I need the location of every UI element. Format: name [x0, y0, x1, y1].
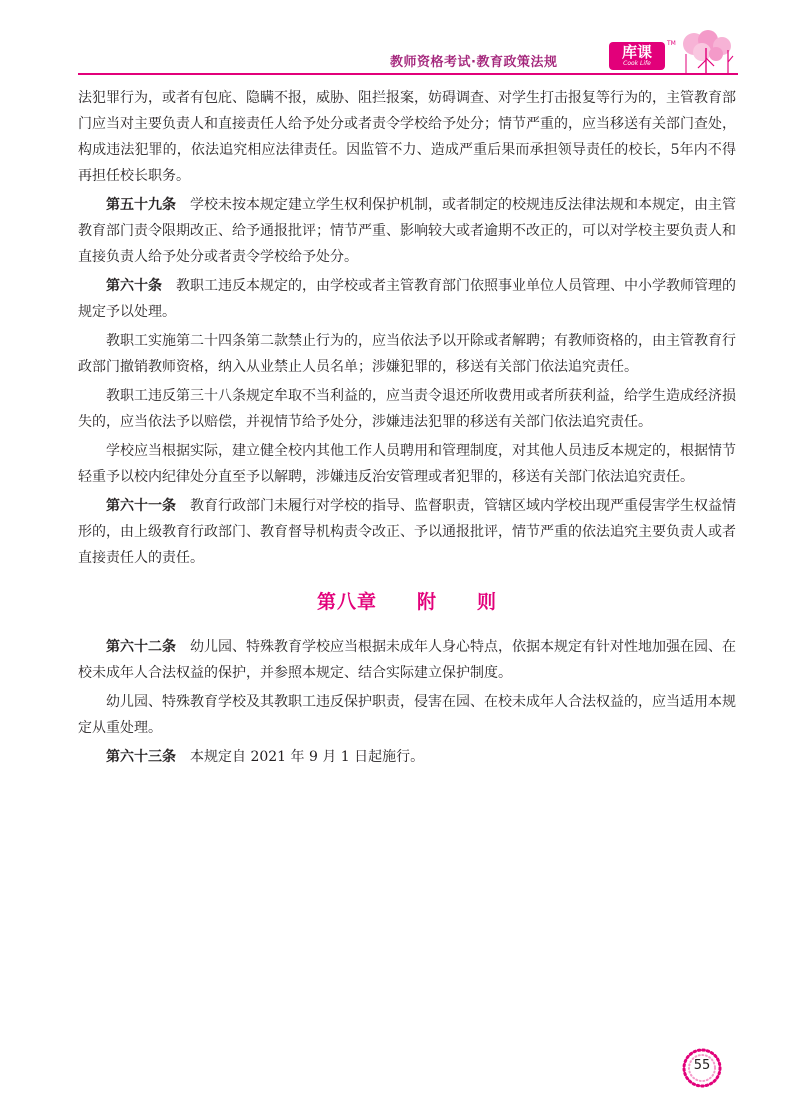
- page-header: [0, 0, 800, 80]
- header-divider: [78, 73, 738, 75]
- paragraph-continuation: [78, 85, 736, 189]
- brand-logo: [609, 42, 665, 70]
- paragraph-text: 幼儿园、特殊教育学校应当根据未成年人身心特点，依据本规定有针对性地加强在园、在校未成年人合法权益的保护，并参照本规定、结合实际建立保护制度。: [78, 639, 736, 681]
- article-60-clause-2: [78, 328, 736, 380]
- article-60-clause-3: [78, 383, 736, 435]
- article-label: 第六十三条: [106, 749, 176, 765]
- document-body: [78, 85, 736, 773]
- trademark-mark: TM: [667, 40, 676, 47]
- chapter-heading: 第八章 附 则: [316, 591, 497, 613]
- article-63: [78, 744, 736, 770]
- paragraph-text: 教职工实施第二十四条第二款禁止行为的，应当依法予以开除或者解聘；有教师资格的，由主管教育行政部门撤销教师资格，纳入从业禁止人员名单；涉嫌犯罪的，移送有关部门依法追究责任。: [78, 333, 736, 375]
- article-label: 第六十一条: [106, 498, 176, 514]
- paragraph-text: 幼儿园、特殊教育学校及其教职工违反保护职责，侵害在园、在校未成年人合法权益的，应当适用本规定从重处理。: [78, 694, 736, 736]
- paragraph-text: 本规定自 2021 年 9 月 1 日起施行。: [190, 749, 425, 765]
- paragraph-text: 教育行政部门未履行对学校的指导、监督职责，管辖区域内学校出现严重侵害学生权益情形的，由上级教育行政部门、教育督导机构责令改正、予以通报批评，情节严重的依法追究主要负责人或者直接责任人的责任。: [78, 498, 736, 566]
- article-label: 第六十二条: [106, 639, 176, 655]
- article-60-clause-4: [78, 438, 736, 490]
- paragraph-text: 学校应当根据实际，建立健全校内其他工作人员聘用和管理制度，对其他人员违反本规定的，根据情节轻重予以校内纪律处分直至予以解聘，涉嫌违反治安管理或者犯罪的，移送有关部门依法追究责任。: [78, 443, 736, 485]
- article-label: 第六十条: [106, 278, 162, 294]
- article-62: [78, 634, 736, 686]
- tree-decoration-icon: [672, 30, 738, 76]
- paragraph-text: 学校未按本规定建立学生权利保护机制，或者制定的校规违反法律法规和本规定，由主管教育部门责令限期改正、给予通报批评；情节严重、影响较大或者逾期不改正的，可以对学校主要负责人和直接负责人给予处分或者责令学校给予处分。: [78, 197, 736, 265]
- article-60: [78, 273, 736, 325]
- paragraph-text: 教职工违反第三十八条规定牟取不当利益的，应当责令退还所收费用或者所获利益，给学生造成经济损失的，应当依法予以赔偿，并视情节给予处分，涉嫌违法犯罪的移送有关部门依法追究责任。: [78, 388, 736, 430]
- header-title: 教师资格考试·教育政策法规: [390, 55, 558, 70]
- brand-logo-text: 库课: [621, 43, 652, 61]
- paragraph-text: 法犯罪行为，或者有包庇、隐瞒不报，威胁、阻拦报案，妨碍调查、对学生打击报复等行为的，主管教育部门应当对主要负责人和直接责任人给予处分或者责令学校给予处分；情节严重的，应当移送有关部门查处，构成违法犯罪的，依法追究相应法律责任。因监管不力、造成严重后果而承担领导责任的校长，5年内不得再担任校长职务。: [78, 90, 736, 184]
- article-61: [78, 493, 736, 571]
- article-59: [78, 192, 736, 270]
- brand-logo-subtext: Cook Life: [623, 60, 651, 67]
- article-label: 第五十九条: [106, 197, 176, 213]
- page-number: 55: [693, 1058, 711, 1073]
- article-62-clause-2: [78, 689, 736, 741]
- page-number-badge: [681, 1047, 723, 1089]
- paragraph-text: 教职工违反本规定的，由学校或者主管教育部门依照事业单位人员管理、中小学教师管理的规定予以处理。: [78, 278, 736, 320]
